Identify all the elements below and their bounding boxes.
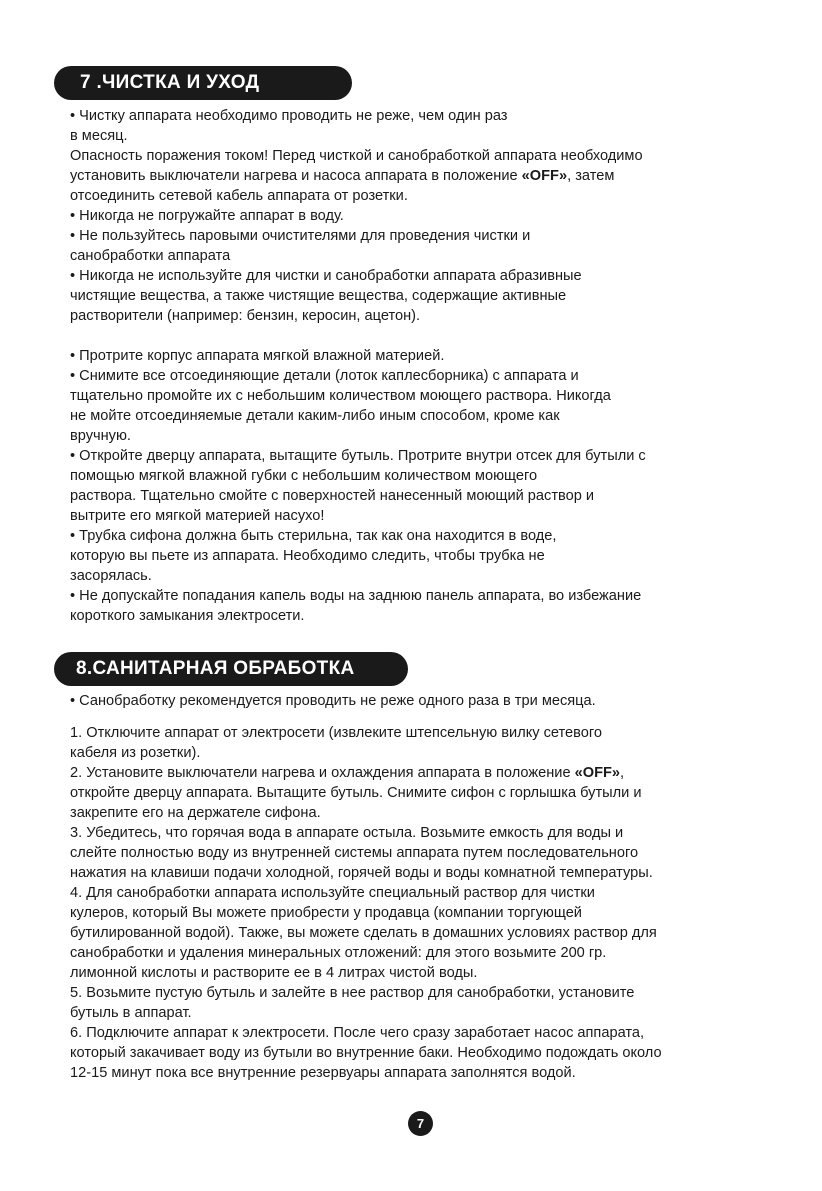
paragraph: • Не пользуйтесь паровыми очистителями для проведения чистки и санобработки аппарата bbox=[70, 228, 531, 264]
paragraph: • Снимите все отсоединяющие детали (лоток каплесборника) с аппарата и тщательно промойте их с небольшим количеством моющего раствора. Никогда не мойте отсоединяемые детали каким-либо иным способом, кроме как вручную. bbox=[70, 368, 611, 444]
paragraph: • Трубка сифона должна быть стерильна, так как она находится в воде, которую вы пьете из аппарата. Необходимо следить, чтобы трубка не засорялась. bbox=[70, 528, 557, 584]
step: 1. Отключите аппарат от электросети (извлеките штепсельную вилку сетевого кабеля из розетки). bbox=[70, 725, 603, 761]
section-7-text-a bbox=[70, 106, 790, 326]
paragraph: • Протрите корпус аппарата мягкой влажной материей. bbox=[70, 348, 445, 364]
off-label: «OFF» bbox=[574, 765, 621, 781]
section-8-heading: 8.САНИТАРНАЯ ОБРАБОТКА bbox=[54, 652, 408, 686]
paragraph: • Чистку аппарата необходимо проводить не реже, чем один раз в месяц. bbox=[70, 108, 508, 144]
section-7-heading: 7 .ЧИСТКА И УХОД bbox=[54, 66, 352, 100]
paragraph: • Никогда не используйте для чистки и санобработки аппарата абразивные чистящие вещества, а также чистящие вещества, содержащие активные растворители (например: бензин, керосин, ацетон). bbox=[70, 268, 582, 324]
paragraph: • Никогда не погружайте аппарат в воду. bbox=[70, 208, 344, 224]
step: 6. Подключите аппарат к электросети. После чего сразу заработает насос аппарата, который закачивает воду из бутыли во внутренние баки. Необходимо подождать около 12-15 минут пока все внутренние резервуары аппарата заполнятся водой. bbox=[70, 1025, 662, 1081]
text: Опасность поражения током! Перед чисткой и санобработкой аппарата необходимо установить выключатели нагрева и насоса аппарата в положение bbox=[70, 148, 643, 184]
step: 3. Убедитесь, что горячая вода в аппарате остыла. Возьмите емкость для воды и слейте полностью воду из внутренней системы аппарата путем последовательного нажатия на клавиши подачи холодной, горячей воды и воды комнатной температуры. bbox=[70, 825, 653, 881]
paragraph: • Санобработку рекомендуется проводить не реже одного раза в три месяца. bbox=[70, 693, 596, 709]
step: 5. Возьмите пустую бутыль и залейте в нее раствор для санобработки, установите бутыль в аппарат. bbox=[70, 985, 635, 1021]
step: 4. Для санобработки аппарата используйте специальный раствор для чистки кулеров, который Вы можете приобрести у продавца (компании торгующей бутилированной водой). Также, вы можете сделать в домашних условиях раствор для санобработки и удаления минеральных отложений: для этого возьмите 200 гр. лимонной кислоты и растворите ее в 4 литрах чистой воды. bbox=[70, 885, 657, 981]
text: , откройте дверцу аппарата. Вытащите бутыль. Снимите сифон с горлышка бутыли и закрепите его на держателе сифона. bbox=[70, 765, 642, 821]
paragraph: • Не допускайте попадания капель воды на заднюю панель аппарата, во избежание короткого замыкания электросети. bbox=[70, 588, 642, 624]
section-7-text-b bbox=[70, 346, 790, 626]
paragraph: • Откройте дверцу аппарата, вытащите бутыль. Протрите внутри отсек для бутыли с помощью мягкой влажной губки с небольшим количеством моющего раствора. Тщательно смойте с поверхностей нанесенный моющий раствор и вытрите его мягкой материей насухо! bbox=[70, 448, 646, 524]
text: , затем отсоединить сетевой кабель аппарата от розетки. bbox=[70, 168, 615, 204]
step bbox=[70, 763, 790, 823]
section-8-steps bbox=[70, 723, 790, 1083]
section-8-intro bbox=[70, 691, 790, 711]
off-label: «OFF» bbox=[521, 168, 568, 184]
text: 2. Установите выключатели нагрева и охлаждения аппарата в положение bbox=[70, 765, 571, 781]
paragraph bbox=[70, 146, 790, 206]
page-number: 7 bbox=[408, 1111, 433, 1136]
